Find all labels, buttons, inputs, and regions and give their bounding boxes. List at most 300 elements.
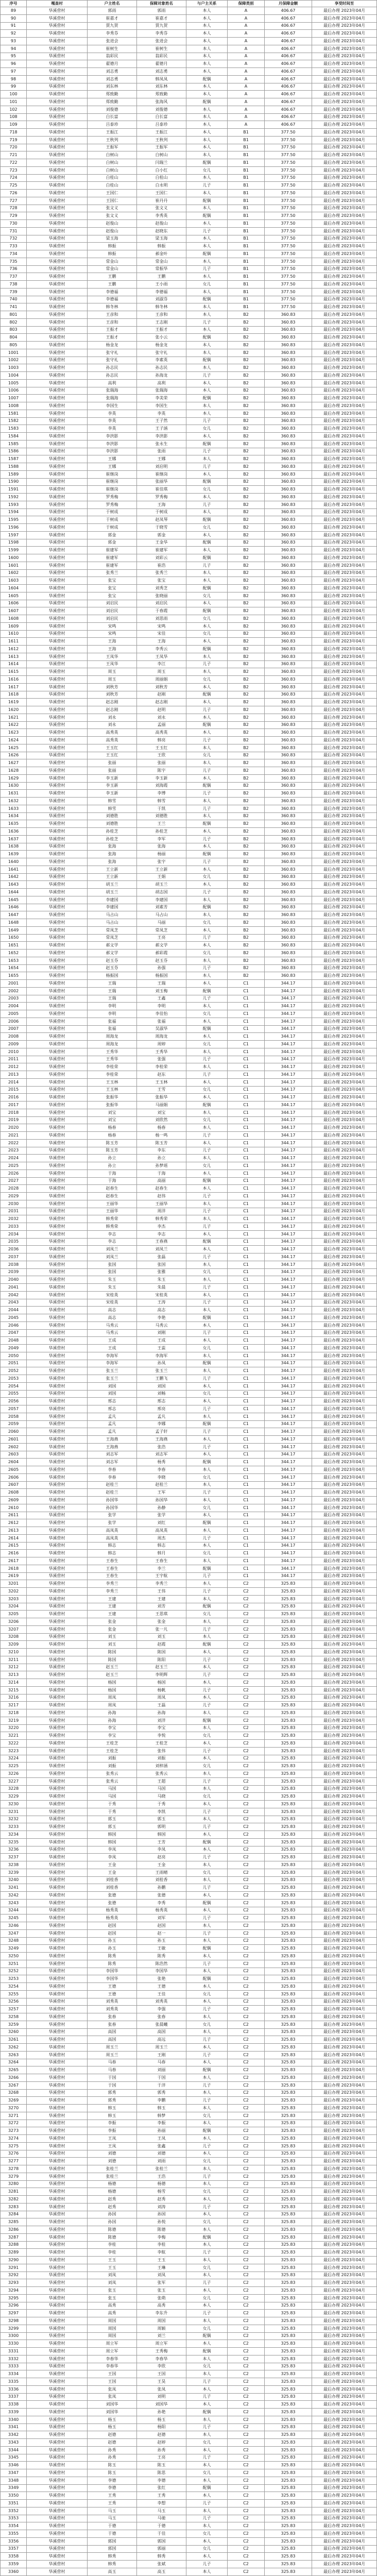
cell-amount: 344.17 xyxy=(265,1527,312,1535)
cell-village: 华溪营村 xyxy=(27,714,88,722)
cell-amount: 344.17 xyxy=(265,1543,312,1550)
table-row xyxy=(0,479,377,486)
cell-householder: 孙立 xyxy=(88,1155,137,1162)
cell-village: 华溪营村 xyxy=(27,2295,88,2302)
cell-index: 730 xyxy=(0,220,27,228)
cell-village: 华溪营村 xyxy=(27,577,88,585)
table-row xyxy=(0,1914,377,1922)
cell-amount: 377.50 xyxy=(265,137,312,144)
cell-householder: 宋桂英 xyxy=(88,1292,137,1299)
cell-category: C2 xyxy=(228,2090,265,2097)
cell-relation: 配偶 xyxy=(186,197,228,205)
cell-relation: 女儿 xyxy=(186,2325,228,2333)
cell-period: 最后办理 2023年04月 xyxy=(312,1147,377,1155)
cell-relation: 儿子 xyxy=(186,501,228,509)
cell-member: 李桂 xyxy=(137,2242,186,2249)
cell-member: 王磊 xyxy=(137,1702,186,1709)
cell-category: B1 xyxy=(228,281,265,289)
cell-amount: 325.83 xyxy=(265,1770,312,1778)
cell-householder: 李德 xyxy=(88,2477,137,2485)
table-row xyxy=(0,76,377,83)
cell-category: B2 xyxy=(228,889,265,896)
cell-relation: 本人 xyxy=(186,402,228,410)
cell-householder: 李洪影 xyxy=(88,433,137,440)
cell-amount: 377.50 xyxy=(265,235,312,243)
cell-period: 最后办理 2023年04月 xyxy=(312,1231,377,1239)
cell-relation: 本人 xyxy=(186,1679,228,1687)
cell-relation: 本人 xyxy=(186,273,228,281)
cell-amount: 360.83 xyxy=(265,372,312,380)
cell-index: 728 xyxy=(0,205,27,213)
cell-member: 张秀云 xyxy=(137,1770,186,1778)
cell-amount: 344.17 xyxy=(265,1299,312,1307)
cell-village: 华溪营村 xyxy=(27,1588,88,1596)
cell-village: 华溪营村 xyxy=(27,2234,88,2242)
cell-householder: 于海 xyxy=(88,1178,137,1185)
cell-period: 最后办理 2023年04月 xyxy=(312,577,377,585)
cell-amount: 377.50 xyxy=(265,212,312,220)
cell-relation: 儿子 xyxy=(186,1687,228,1694)
cell-amount: 325.83 xyxy=(265,1664,312,1672)
cell-category: B1 xyxy=(228,190,265,197)
cell-householder: 张福 xyxy=(88,1018,137,1026)
cell-category: C1 xyxy=(228,1079,265,1087)
cell-village: 华溪营村 xyxy=(27,1611,88,1618)
cell-amount: 344.17 xyxy=(265,1079,312,1087)
cell-householder: 王国 xyxy=(88,2370,137,2378)
cell-amount: 325.83 xyxy=(265,2264,312,2272)
table-row xyxy=(0,1801,377,1808)
cell-index: 3227 xyxy=(0,1778,27,1786)
cell-village: 华溪营村 xyxy=(27,212,88,220)
cell-relation: 本人 xyxy=(186,1048,228,1056)
cell-householder: 高志 xyxy=(88,1307,137,1314)
cell-village: 华溪营村 xyxy=(27,23,88,30)
cell-village: 华溪营村 xyxy=(27,228,88,235)
cell-category: B1 xyxy=(228,258,265,266)
cell-village: 华溪营村 xyxy=(27,395,88,402)
cell-amount: 325.83 xyxy=(265,1991,312,1998)
cell-village: 华溪营村 xyxy=(27,684,88,691)
cell-period: 最后办理 2023年04月 xyxy=(312,2143,377,2150)
cell-member: 王秋列 xyxy=(137,137,186,144)
cell-amount: 360.83 xyxy=(265,516,312,524)
cell-index: 1612 xyxy=(0,646,27,653)
cell-relation: 儿子 xyxy=(186,1253,228,1261)
cell-category: B2 xyxy=(228,494,265,501)
cell-relation: 儿子 xyxy=(186,2036,228,2044)
cell-index: 3216 xyxy=(0,1694,27,1702)
cell-member: 张伟 xyxy=(137,1748,186,1755)
cell-member: 王彦和 xyxy=(137,311,186,319)
cell-amount: 360.83 xyxy=(265,592,312,600)
cell-category: C1 xyxy=(228,1094,265,1101)
table-row xyxy=(0,1497,377,1504)
cell-period: 最后办理 2023年04月 xyxy=(312,1239,377,1246)
cell-amount: 360.83 xyxy=(265,319,312,327)
cell-period: 最后办理 2023年04月 xyxy=(312,1998,377,2006)
cell-category: C1 xyxy=(228,1063,265,1071)
cell-householder: 刘凤兰 xyxy=(88,1253,137,1261)
cell-village: 华溪营村 xyxy=(27,1200,88,1208)
cell-amount: 360.83 xyxy=(265,440,312,448)
cell-amount: 325.83 xyxy=(265,1854,312,1861)
cell-index: 3271 xyxy=(0,2112,27,2120)
cell-member: 赵霞 xyxy=(137,1641,186,1649)
cell-village: 华溪营村 xyxy=(27,182,88,190)
cell-category: C2 xyxy=(228,2568,265,2576)
table-row xyxy=(0,623,377,631)
cell-period: 最后办理 2023年04月 xyxy=(312,783,377,790)
cell-member: 于凯 xyxy=(137,805,186,813)
cell-householder: 崔建军 xyxy=(88,562,137,570)
table-row xyxy=(0,653,377,661)
table-row xyxy=(0,1178,377,1185)
cell-period: 最后办理 2023年04月 xyxy=(312,1041,377,1048)
cell-relation: 儿子 xyxy=(186,1914,228,1922)
cell-village: 华溪营村 xyxy=(27,425,88,433)
cell-relation: 本人 xyxy=(186,494,228,501)
cell-index: 1621 xyxy=(0,714,27,722)
cell-relation: 配偶 xyxy=(186,159,228,167)
cell-index: 3256 xyxy=(0,1998,27,2006)
cell-member: 周颖 xyxy=(137,2325,186,2333)
cell-amount: 344.17 xyxy=(265,1565,312,1573)
cell-member: 孟子轩 xyxy=(137,1428,186,1436)
table-row xyxy=(0,1261,377,1269)
cell-amount: 344.17 xyxy=(265,1276,312,1284)
cell-householder: 刘玉 xyxy=(88,1641,137,1649)
cell-index: 3242 xyxy=(0,1892,27,1900)
table-row xyxy=(0,1786,377,1793)
cell-amount: 406.67 xyxy=(265,7,312,15)
cell-householder: 郭国 xyxy=(88,2538,137,2546)
cell-member: 杨德 xyxy=(137,2181,186,2189)
cell-householder: 张学 xyxy=(88,1519,137,1527)
cell-village: 华溪营村 xyxy=(27,965,88,973)
cell-relation: 儿子 xyxy=(186,2515,228,2523)
cell-village: 华溪营村 xyxy=(27,607,88,615)
cell-member: 赵刚 xyxy=(137,691,186,699)
cell-householder: 宋鸣 xyxy=(88,631,137,638)
cell-period: 最后办理 2023年04月 xyxy=(312,2218,377,2226)
table-row xyxy=(0,121,377,129)
table-row xyxy=(0,1185,377,1193)
cell-period: 最后办理 2023年04月 xyxy=(312,98,377,106)
cell-period: 最后办理 2023年04月 xyxy=(312,942,377,950)
cell-member: 李强 xyxy=(137,2006,186,2013)
cell-amount: 325.83 xyxy=(265,1679,312,1687)
cell-village: 华溪营村 xyxy=(27,1170,88,1178)
table-row xyxy=(0,2150,377,2158)
cell-relation: 本人 xyxy=(186,911,228,919)
cell-amount: 325.83 xyxy=(265,1892,312,1900)
cell-village: 华溪营村 xyxy=(27,1162,88,1170)
cell-category: B2 xyxy=(228,805,265,813)
cell-index: 2011 xyxy=(0,1056,27,1064)
cell-village: 华溪营村 xyxy=(27,615,88,623)
cell-householder: 梁玉海 xyxy=(88,235,137,243)
cell-category: C2 xyxy=(228,1816,265,1824)
cell-index: 3220 xyxy=(0,1725,27,1733)
cell-village: 华溪营村 xyxy=(27,2188,88,2196)
cell-member: 王超 xyxy=(137,1778,186,1786)
cell-amount: 325.83 xyxy=(265,1808,312,1816)
cell-relation: 本人 xyxy=(186,83,228,91)
cell-member: 张宝 xyxy=(137,577,186,585)
cell-member: 李博 xyxy=(137,790,186,798)
cell-amount: 325.83 xyxy=(265,2386,312,2394)
cell-member: 孙国 xyxy=(137,2211,186,2219)
cell-householder: 赵玉芬 xyxy=(88,957,137,965)
cell-amount: 406.67 xyxy=(265,114,312,122)
cell-index: 738 xyxy=(0,281,27,289)
cell-relation: 配偶 xyxy=(186,1641,228,1649)
cell-period: 最后办理 2023年04月 xyxy=(312,790,377,798)
cell-member: 常金山 xyxy=(137,258,186,266)
cell-village: 华溪营村 xyxy=(27,1474,88,1482)
cell-category: B1 xyxy=(228,205,265,213)
cell-relation: 儿子 xyxy=(186,661,228,669)
cell-member: 赵国 xyxy=(137,1922,186,1930)
cell-period: 最后办理 2023年04月 xyxy=(312,1307,377,1314)
cell-relation: 女儿 xyxy=(186,1269,228,1277)
cell-index: 98 xyxy=(0,76,27,83)
cell-member: 陈德 xyxy=(137,2226,186,2234)
cell-amount: 344.17 xyxy=(265,1459,312,1466)
cell-village: 华溪营村 xyxy=(27,311,88,319)
cell-period: 最后办理 2023年04月 xyxy=(312,2424,377,2432)
cell-relation: 配偶 xyxy=(186,722,228,730)
cell-index: 2022 xyxy=(0,1140,27,1147)
table-row xyxy=(0,1527,377,1535)
cell-category: C1 xyxy=(228,1535,265,1543)
table-row xyxy=(0,1444,377,1451)
table-row xyxy=(0,972,377,980)
cell-category: C1 xyxy=(228,1466,265,1474)
table-row xyxy=(0,2165,377,2173)
cell-householder: 李德福 xyxy=(88,289,137,296)
cell-category: C1 xyxy=(228,1170,265,1178)
cell-member: 孙玉 xyxy=(137,1938,186,1945)
cell-member: 崔嘉才 xyxy=(137,15,186,23)
cell-relation: 本人 xyxy=(186,828,228,836)
cell-category: A xyxy=(228,45,265,53)
cell-index: 736 xyxy=(0,266,27,274)
cell-member: 张德 xyxy=(137,1892,186,1900)
cell-category: B2 xyxy=(228,950,265,957)
table-row xyxy=(0,501,377,509)
cell-index: 2055 xyxy=(0,1391,27,1398)
cell-amount: 360.83 xyxy=(265,410,312,418)
cell-amount: 344.17 xyxy=(265,1421,312,1429)
cell-member: 白树山 xyxy=(137,151,186,159)
cell-householder: 王秀 xyxy=(88,2492,137,2500)
cell-householder: 刘凤 xyxy=(88,2272,137,2280)
cell-period: 最后办理 2023年04月 xyxy=(312,615,377,623)
cell-village: 华溪营村 xyxy=(27,2492,88,2500)
cell-category: C1 xyxy=(228,1200,265,1208)
cell-householder: 贾九贺 xyxy=(88,23,137,30)
cell-relation: 儿子 xyxy=(186,1626,228,1634)
cell-period: 最后办理 2023年04月 xyxy=(312,1504,377,1512)
cell-category: B2 xyxy=(228,631,265,638)
cell-index: 2606 xyxy=(0,1474,27,1482)
cell-member: 李梅 xyxy=(137,2234,186,2242)
cell-member: 朱晨 xyxy=(137,1284,186,1292)
cell-period: 最后办理 2023年04月 xyxy=(312,1762,377,1770)
cell-member: 赵一 xyxy=(137,1930,186,1938)
cell-category: C1 xyxy=(228,1451,265,1459)
cell-relation: 本人 xyxy=(186,1436,228,1444)
cell-village: 华溪营村 xyxy=(27,2515,88,2523)
cell-member: 高远 xyxy=(137,2036,186,2044)
cell-member: 翁彩民 xyxy=(137,53,186,61)
cell-period: 最后办理 2023年04月 xyxy=(312,1649,377,1656)
cell-period: 最后办理 2023年04月 xyxy=(312,2538,377,2546)
cell-period: 最后办理 2023年04月 xyxy=(312,1489,377,1497)
cell-index: 3214 xyxy=(0,1679,27,1687)
cell-relation: 本人 xyxy=(186,896,228,904)
cell-relation: 配偶 xyxy=(186,1603,228,1611)
cell-index: 97 xyxy=(0,68,27,76)
cell-householder: 李桂荣 xyxy=(88,1063,137,1071)
cell-category: C2 xyxy=(228,1679,265,1687)
cell-relation: 本人 xyxy=(186,1877,228,1885)
cell-amount: 325.83 xyxy=(265,2507,312,2515)
table-row xyxy=(0,592,377,600)
table-row xyxy=(0,874,377,882)
cell-index: 99 xyxy=(0,83,27,91)
cell-category: C1 xyxy=(228,1193,265,1200)
cell-index: 2008 xyxy=(0,1033,27,1041)
cell-relation: 本人 xyxy=(186,1018,228,1026)
cell-village: 华溪营村 xyxy=(27,2454,88,2462)
cell-category: C1 xyxy=(228,1033,265,1041)
cell-period: 最后办理 2023年04月 xyxy=(312,1398,377,1405)
cell-category: C2 xyxy=(228,1770,265,1778)
header-period: 享受时间至 xyxy=(312,0,377,7)
cell-village: 华溪营村 xyxy=(27,2036,88,2044)
cell-householder: 高国 xyxy=(88,2029,137,2037)
cell-index: 2047 xyxy=(0,1330,27,1337)
cell-amount: 325.83 xyxy=(265,2242,312,2249)
cell-index: 2028 xyxy=(0,1185,27,1193)
cell-amount: 360.83 xyxy=(265,364,312,372)
cell-period: 最后办理 2023年04月 xyxy=(312,1603,377,1611)
cell-relation: 本人 xyxy=(186,843,228,851)
cell-amount: 360.83 xyxy=(265,395,312,402)
cell-period: 最后办理 2023年04月 xyxy=(312,1360,377,1368)
cell-member: 张学 xyxy=(137,1512,186,1520)
cell-period: 最后办理 2023年04月 xyxy=(312,1573,377,1581)
cell-category: C1 xyxy=(228,1497,265,1504)
cell-amount: 325.83 xyxy=(265,2074,312,2082)
cell-category: A xyxy=(228,121,265,129)
cell-index: 3352 xyxy=(0,2507,27,2515)
cell-relation: 本人 xyxy=(186,653,228,661)
cell-period: 最后办理 2023年04月 xyxy=(312,380,377,387)
cell-index: 1586 xyxy=(0,448,27,456)
cell-period: 最后办理 2023年04月 xyxy=(312,494,377,501)
cell-index: 3296 xyxy=(0,2302,27,2310)
cell-amount: 325.83 xyxy=(265,1626,312,1634)
cell-member: 张萌 xyxy=(137,2295,186,2302)
cell-index: 1642 xyxy=(0,874,27,882)
cell-amount: 360.83 xyxy=(265,805,312,813)
cell-category: C2 xyxy=(228,1709,265,1717)
table-row xyxy=(0,60,377,68)
cell-category: C1 xyxy=(228,1071,265,1079)
cell-village: 华溪营村 xyxy=(27,2401,88,2409)
cell-village: 华溪营村 xyxy=(27,805,88,813)
cell-relation: 本人 xyxy=(186,881,228,889)
cell-relation: 配偶 xyxy=(186,2333,228,2341)
cell-village: 华溪营村 xyxy=(27,501,88,509)
cell-category: C1 xyxy=(228,1383,265,1391)
cell-relation: 本人 xyxy=(186,1968,228,1976)
cell-amount: 406.67 xyxy=(265,23,312,30)
cell-village: 华溪营村 xyxy=(27,1261,88,1269)
cell-amount: 344.17 xyxy=(265,1231,312,1239)
table-row xyxy=(0,1094,377,1101)
cell-relation: 儿子 xyxy=(186,2204,228,2211)
cell-period: 最后办理 2023年04月 xyxy=(312,1048,377,1056)
cell-index: 2020 xyxy=(0,1124,27,1132)
cell-amount: 360.83 xyxy=(265,759,312,767)
cell-householder: 刘国华 xyxy=(88,2409,137,2416)
table-row xyxy=(0,1132,377,1140)
cell-amount: 325.83 xyxy=(265,1748,312,1755)
cell-category: C1 xyxy=(228,1026,265,1033)
cell-relation: 本人 xyxy=(186,311,228,319)
cell-village: 华溪营村 xyxy=(27,1124,88,1132)
cell-index: 2056 xyxy=(0,1398,27,1405)
cell-member: 胡玉兰 xyxy=(137,881,186,889)
cell-category: C2 xyxy=(228,1641,265,1649)
cell-relation: 女儿 xyxy=(186,2546,228,2553)
cell-relation: 本人 xyxy=(186,1497,228,1504)
cell-amount: 360.83 xyxy=(265,494,312,501)
cell-period: 最后办理 2023年04月 xyxy=(312,1352,377,1360)
cell-index: 1645 xyxy=(0,896,27,904)
cell-village: 华溪营村 xyxy=(27,91,88,98)
table-row xyxy=(0,1641,377,1649)
cell-amount: 406.67 xyxy=(265,76,312,83)
cell-index: 3274 xyxy=(0,2135,27,2143)
cell-village: 华溪营村 xyxy=(27,129,88,137)
cell-relation: 本人 xyxy=(186,1694,228,1702)
cell-village: 华溪营村 xyxy=(27,1003,88,1010)
cell-member: 崔树生 xyxy=(137,45,186,53)
cell-village: 华溪营村 xyxy=(27,1626,88,1634)
cell-householder: 刘桂香 xyxy=(88,1884,137,1892)
cell-period: 最后办理 2023年04月 xyxy=(312,2059,377,2067)
table-row xyxy=(0,1223,377,1231)
cell-householder: 韩秀 xyxy=(88,2561,137,2568)
cell-village: 华溪营村 xyxy=(27,2333,88,2341)
cell-index: 3346 xyxy=(0,2462,27,2469)
cell-period: 最后办理 2023年04月 xyxy=(312,1117,377,1125)
cell-member: 刘国华 xyxy=(137,2401,186,2409)
cell-householder: 周国 xyxy=(88,2325,137,2333)
cell-category: C2 xyxy=(228,2044,265,2052)
cell-householder: 高凤英 xyxy=(88,1535,137,1543)
cell-period: 最后办理 2023年04月 xyxy=(312,828,377,836)
cell-householder: 张丽 xyxy=(88,759,137,767)
cell-relation: 本人 xyxy=(186,380,228,387)
cell-village: 华溪营村 xyxy=(27,1444,88,1451)
